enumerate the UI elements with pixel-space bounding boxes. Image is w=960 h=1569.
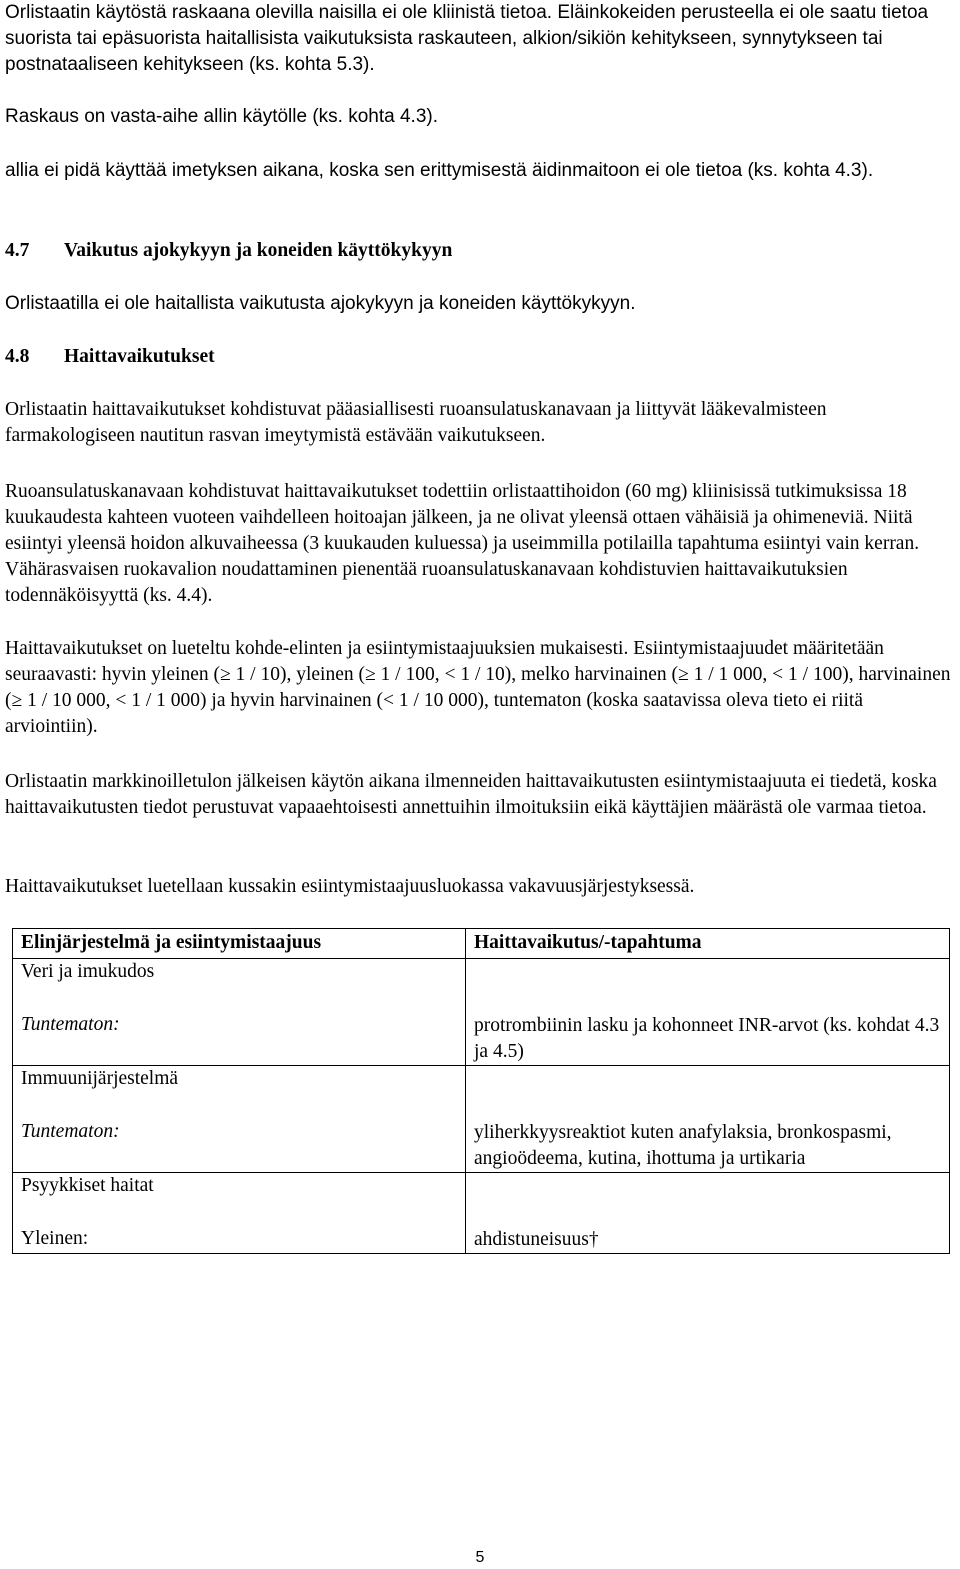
paragraph-frequency-definitions: Haittavaikutukset on lueteltu kohde-elinten ja esiintymistaajuuksien mukaisesti. Esiintymistaajuudet määritetään seuraavasti: hyvin yleinen (≥ 1 / 10), yleinen (≥ 1 / 100, < 1 / 10), melko harvinainen (≥ 1 / 1 000, < 1 / 100), harvinainen (≥ 1 / 10 000, < 1 / 1 000) ja hyvin harvinainen (< 1 / 10 000), tuntematon (koska saatavissa oleva tieto ei riitä arviointiin).: [5, 638, 951, 737]
frequency-label: Tuntematon:: [21, 1014, 120, 1035]
frequency-label: Yleinen:: [21, 1228, 89, 1249]
paragraph-postmarketing: Orlistaatin markkinoilletulon jälkeisen käytön aikana ilmenneiden haittavaikutusten esiintymistaajuuta ei tiedetä, koska haittavaikutusten tiedot perustuvat vapaaehtoisesti annettuihin ilmoituksiin eikä käyttäjien määrästä ole varmaa tietoa.: [5, 771, 937, 818]
organ-system-label: Immuunijärjestelmä: [21, 1068, 179, 1089]
table-cell-system: [13, 959, 466, 1066]
reaction-text: protrombiinin lasku ja kohonneet INR-arvot (ks. kohdat 4.3 ja 4.5): [474, 1015, 940, 1062]
heading-4-8-number: 4.8: [5, 346, 30, 367]
heading-4-8: [5, 344, 955, 370]
paragraph-driving: Orlistaatilla ei ole haitallista vaikutusta ajokykyyn ja koneiden käyttökykyyn.: [5, 293, 636, 314]
organ-system-label: Psyykkiset haitat: [21, 1175, 154, 1196]
reaction-text: ahdistuneisuus†: [474, 1229, 599, 1250]
paragraph-pregnancy-contraindication: Raskaus on vasta-aihe allin käytölle (ks. kohta 4.3).: [5, 106, 438, 127]
heading-4-7-title: Vaikutus ajokykyyn ja koneiden käyttökykyyn: [64, 240, 453, 261]
table-cell-system: [13, 1173, 466, 1254]
table-header-reaction: Haittavaikutus/-tapahtuma: [466, 929, 950, 959]
adverse-effects-table: [12, 928, 950, 1254]
table-row: [13, 1173, 950, 1254]
organ-system-label: Veri ja imukudos: [21, 961, 155, 982]
paragraph-gi-effects: Ruoansulatuskanavaan kohdistuvat haittavaikutukset todettiin orlistaattihoidon (60 mg) kliinisissä tutkimuksissa 18 kuukaudesta kahteen vuoteen vaihdelleen hoitoajan jälkeen, ja ne olivat yleensä ottaen vähäisiä ja ohimeneviä. Niitä esiintyi yleensä hoidon alkuvaiheessa (3 kuukauden kuluessa) ja useimmilla potilailla tapahtuma esiintyi vain kerran. Vähärasvaisen ruokavalion noudattaminen pienentää ruoansulatuskanavaan kohdistuvien haittavaikutuksien todennäköisyyttä (ks. 4.4).: [5, 481, 920, 606]
frequency-label: Tuntematon:: [21, 1121, 120, 1142]
paragraph-breastfeeding: allia ei pidä käyttää imetyksen aikana, koska sen erittymisestä äidinmaitoon ei ole tietoa (ks. kohta 4.3).: [5, 160, 874, 181]
heading-4-7: [5, 238, 955, 264]
table-cell-system: [13, 1066, 466, 1173]
paragraph-ae-intro: Orlistaatin haittavaikutukset kohdistuvat pääasiallisesti ruoansulatuskanavaan ja liittyvät lääkevalmisteen farmakologiseen nautitun rasvan imeytymistä estävään vaikutukseen.: [5, 399, 827, 446]
paragraph-severity-order: Haittavaikutukset luetellaan kussakin esiintymistaajuusluokassa vakavuusjärjestyksessä.: [5, 876, 695, 897]
heading-4-7-number: 4.7: [5, 240, 30, 261]
table-header-row: [13, 929, 950, 959]
heading-4-8-title: Haittavaikutukset: [64, 346, 215, 367]
table-row: [13, 1066, 950, 1173]
table-cell-reaction: [466, 1173, 950, 1254]
paragraph-pregnancy-data: Orlistaatin käytöstä raskaana olevilla naisilla ei ole kliinistä tietoa. Eläinkokeiden perusteella ei ole saatu tietoa suorista tai epäsuorista haitallisista vaikutuksista raskauteen, alkion/sikiön kehitykseen, synnytykseen tai postnataaliseen kehitykseen (ks. kohta 5.3).: [5, 2, 929, 75]
table-header-system: Elinjärjestelmä ja esiintymistaajuus: [13, 929, 466, 959]
table-cell-reaction: [466, 959, 950, 1066]
reaction-text: yliherkkyysreaktiot kuten anafylaksia, bronkospasmi, angioödeema, kutina, ihottuma ja urtikaria: [474, 1122, 892, 1169]
page-number: 5: [475, 1549, 485, 1566]
table-cell-reaction: [466, 1066, 950, 1173]
table-row: [13, 959, 950, 1066]
